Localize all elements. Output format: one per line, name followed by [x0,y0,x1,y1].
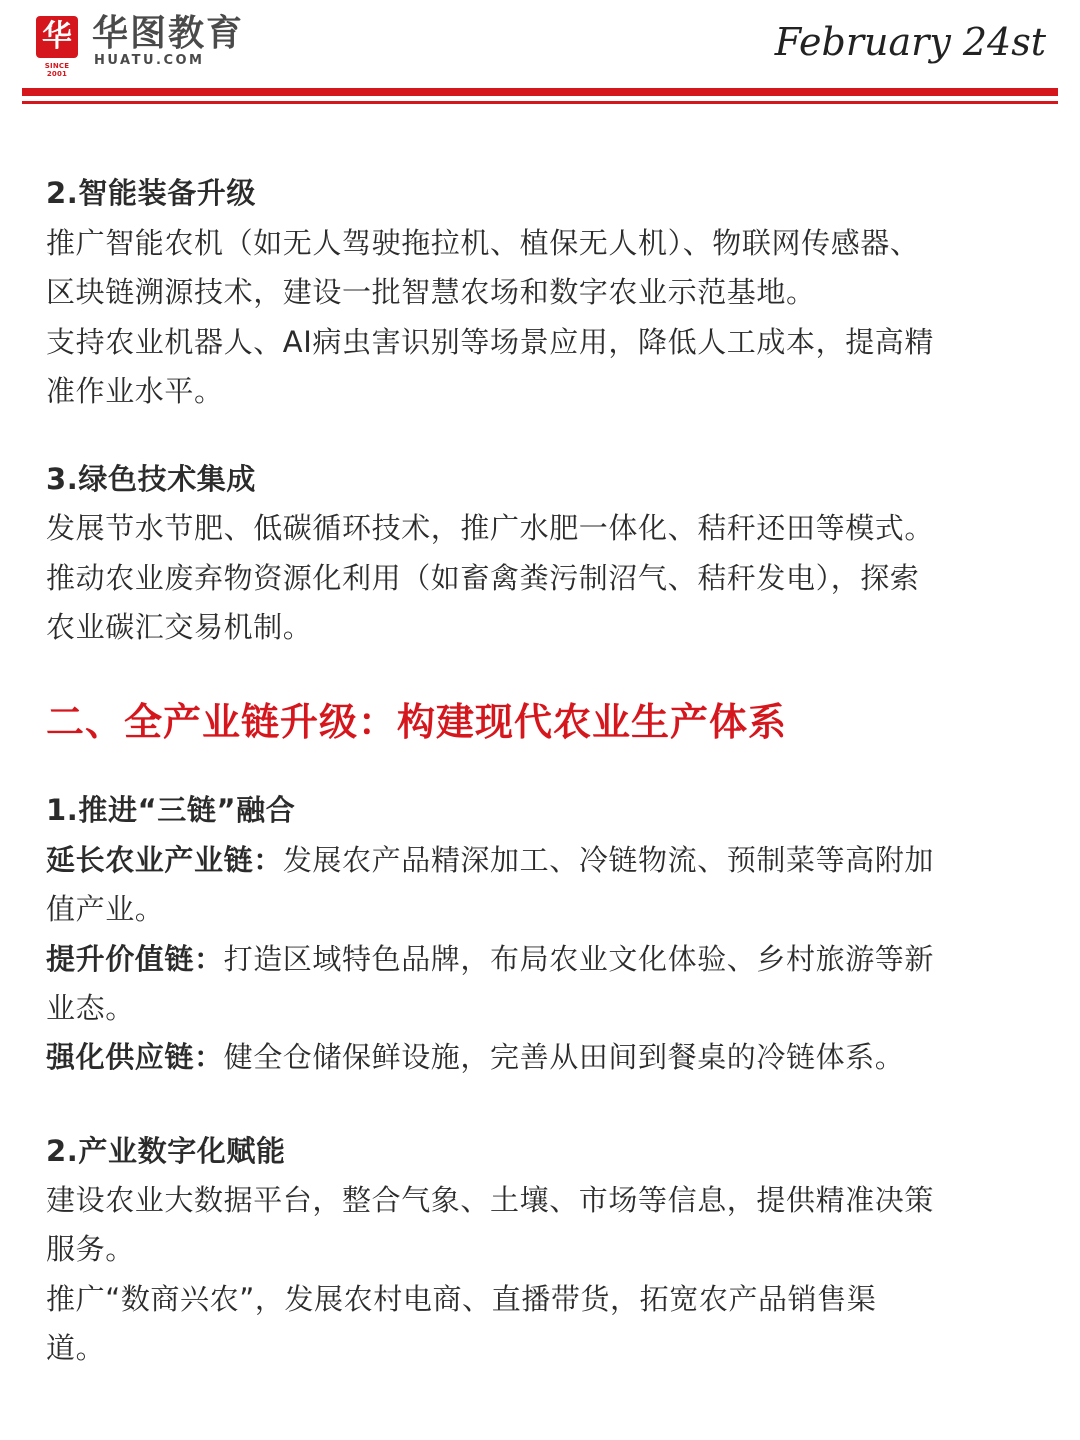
logo-badge-glyph: 华 [36,16,78,58]
section-heading-green-tech: 3.绿色技术集成 [46,462,256,496]
header-date: February 24st [774,20,1046,64]
keyword-industry-chain: 延长农业产业链： [46,843,283,877]
paragraph-text: 健全仓储保鲜设施，完善从田间到餐桌的冷链体系。 [223,1040,905,1074]
logo-since-text: SINCE 2001 [44,62,70,78]
logo-badge-icon [34,14,80,78]
keyword-value-chain: 提升价值链： [46,942,224,976]
paragraph-line: 发展节水节肥、低碳循环技术，推广水肥一体化、秸秆还田等模式。 [46,511,935,545]
logo-wordmark [92,14,244,68]
chapter-heading: 二、全产业链升级：构建现代农业生产体系 [46,700,788,744]
paragraph-line [46,1037,904,1077]
header-divider-thick [22,88,1058,96]
paragraph-line [46,939,934,979]
section-heading-smart-equipment: 2.智能装备升级 [46,176,256,210]
logo-chinese-name: 华图教育 [92,13,245,54]
paragraph-line: 推广智能农机（如无人驾驶拖拉机、植保无人机）、物联网传感器、 [46,226,920,260]
paragraph-line [46,840,934,880]
paragraph-line: 支持农业机器人、AI病虫害识别等场景应用，降低人工成本，提高精 [46,325,934,359]
section-heading-digital-empowerment: 2.产业数字化赋能 [46,1134,286,1168]
header-divider-thin [22,101,1058,104]
keyword-supply-chain: 强化供应链： [46,1040,224,1074]
paragraph-line: 值产业。 [46,892,165,926]
logo-domain: HUATU.COM [94,53,205,68]
paragraph-text: 发展农产品精深加工、冷链物流、预制菜等高附加 [282,843,935,877]
paragraph-line: 准作业水平。 [46,374,224,408]
paragraph-line: 区块链溯源技术，建设一批智慧农场和数字农业示范基地。 [46,275,816,309]
section-heading-three-chains: 1.推进“三链”融合 [46,793,296,827]
paragraph-text: 打造区域特色品牌，布局农业文化体验、乡村旅游等新 [223,942,935,976]
page-header [0,0,1080,110]
huatu-logo [34,13,245,78]
paragraph-line: 推动农业废弃物资源化利用（如畜禽粪污制沼气、秸秆发电），探索 [46,561,920,595]
paragraph-line: 服务。 [46,1232,135,1266]
paragraph-line: 道。 [46,1331,106,1365]
paragraph-line: 农业碳汇交易机制。 [46,610,313,644]
paragraph-line: 建设农业大数据平台，整合气象、土壤、市场等信息，提供精准决策 [46,1183,935,1217]
paragraph-line: 推广“数商兴农”，发展农村电商、直播带货，拓宽农产品销售渠 [46,1282,877,1316]
paragraph-line: 业态。 [46,991,135,1025]
